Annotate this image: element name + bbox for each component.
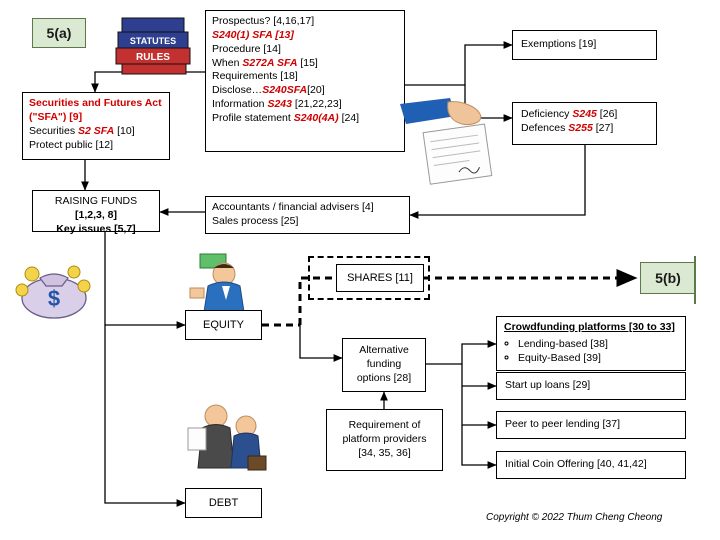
prospectus-line-3: When S272A SFA [15] [212, 56, 318, 69]
raising-funds-box [32, 190, 160, 235]
svg-text:RULES: RULES [136, 52, 170, 63]
exemptions-label: Exemptions [19] [521, 38, 597, 51]
crowdfunding-title: Crowdfunding platforms [30 to 33] [504, 321, 675, 333]
p2p-lending-label: Peer to peer lending [37] [505, 418, 620, 431]
platform-line-2: [34, 35, 36] [358, 446, 411, 459]
shares-label: SHARES [11] [347, 271, 413, 284]
tag-5b-flag-pole [692, 256, 700, 304]
deficiency-line-1: Defences S255 [27] [521, 121, 614, 134]
startup-loans-label: Start up loans [29] [505, 379, 591, 392]
debt-label: DEBT [208, 496, 239, 509]
ico-box [496, 451, 686, 479]
crowdfunding-item-0: ◦ Lending-based [38] [518, 337, 678, 351]
platform-requirements-box [326, 409, 443, 471]
crowdfunding-item-1: ◦ Equity-Based [39] [518, 351, 678, 365]
sfa-line-0: Securities S2 SFA [10] [29, 124, 135, 137]
prospectus-line-6: Information S243 [21,22,23] [212, 98, 342, 111]
debt-box [185, 488, 262, 518]
raising-funds-line-1: [1,2,3, 8] [74, 208, 118, 221]
accountants-line-1: Sales process [25] [212, 214, 299, 227]
alternative-line-0: Alternative [359, 344, 409, 357]
svg-text:$: $ [47, 286, 61, 311]
crowdfunding-box [496, 316, 686, 371]
accountants-line-0: Accountants / financial advisers [4] [212, 201, 374, 213]
prospectus-line-2: Procedure [14] [212, 42, 281, 55]
businessman-money-illustration [178, 252, 258, 314]
platform-line-1: platform providers [342, 433, 427, 446]
platform-line-0: Requirement of [348, 419, 421, 432]
startup-loans-box [496, 372, 686, 400]
tag-5b: 5(b) [640, 262, 696, 294]
raising-funds-line-0: RAISING FUNDS [54, 195, 138, 207]
prospectus-line-7: Profile statement S240(4A) [24] [212, 112, 360, 125]
deficiency-box [512, 102, 657, 145]
prospectus-line-1: S240(1) SFA [13] [212, 28, 294, 41]
tag-5a: 5(a) [32, 18, 86, 48]
raising-funds-line-2: Key issues [5,7] [56, 222, 136, 235]
prospectus-line-5: Disclose…S240SFA[20] [212, 84, 325, 97]
equity-label: EQUITY [203, 318, 244, 331]
ico-label: Initial Coin Offering [40, 41,42] [505, 458, 647, 471]
money-bag-illustration [14, 252, 94, 320]
svg-text:STATUTES: STATUTES [129, 36, 177, 46]
p2p-lending-box [496, 411, 686, 439]
businessmen-illustration [182, 400, 278, 484]
exemptions-box [512, 30, 657, 60]
law-books-illustration [112, 10, 198, 80]
deficiency-line-0: Deficiency S245 [26] [521, 108, 618, 120]
copyright-text: Copyright © 2022 Thum Cheng Cheong [486, 512, 663, 523]
hand-document-illustration [398, 96, 508, 186]
alternative-funding-box [342, 338, 426, 392]
accountants-box [205, 196, 410, 234]
sfa-box [22, 92, 170, 160]
sfa-line-1: Protect public [12] [29, 138, 114, 151]
shares-dashed-frame [308, 256, 430, 300]
alternative-line-1: funding [366, 358, 402, 371]
prospectus-box [205, 10, 405, 152]
prospectus-line-0: Prospectus? [4,16,17] [212, 15, 315, 27]
equity-box [185, 310, 262, 340]
crowdfunding-list [518, 337, 678, 365]
alternative-line-2: options [28] [356, 371, 412, 384]
sfa-title: Securities and Futures Act ("SFA") [9] [29, 97, 162, 123]
prospectus-line-4: Requirements [18] [212, 70, 298, 83]
